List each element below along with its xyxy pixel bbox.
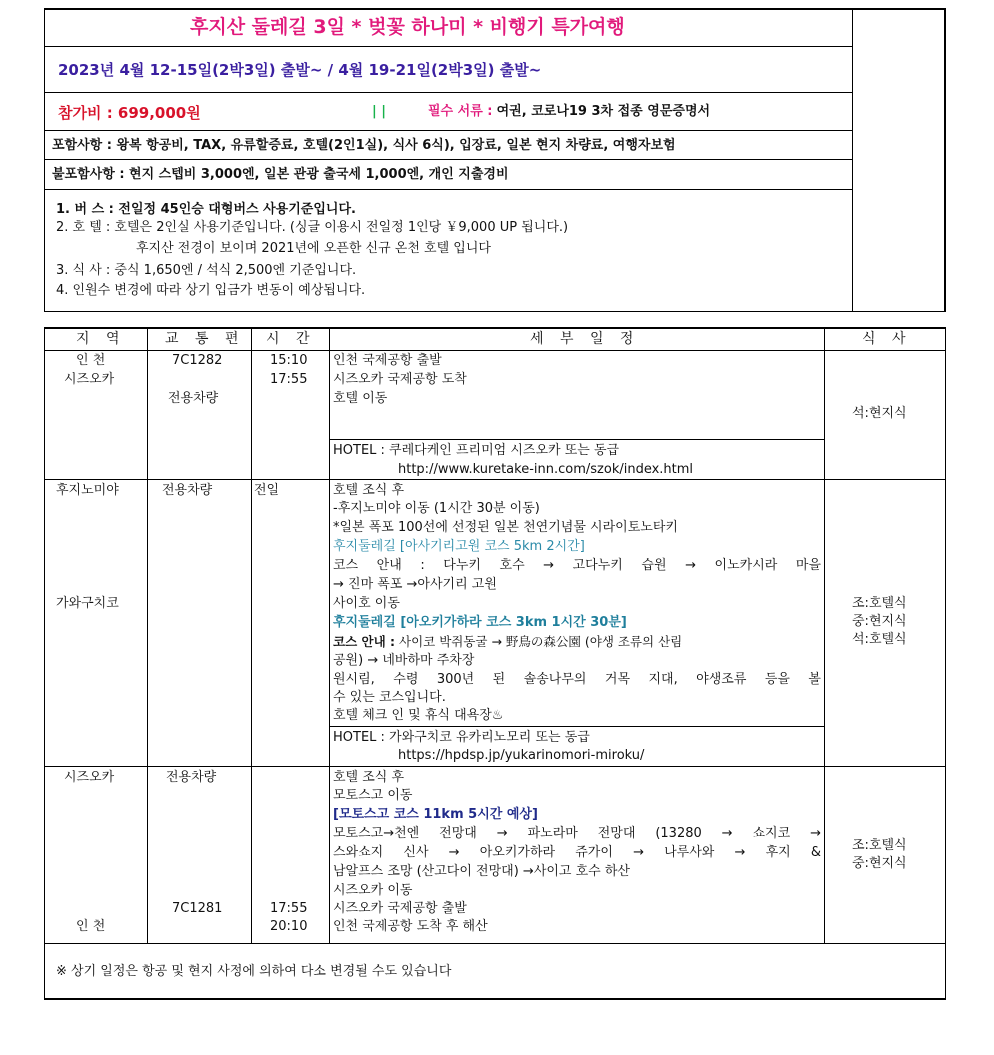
day3-meal: 조:호텔식 [852, 838, 907, 853]
day3-region-2: 인 천 [76, 919, 106, 934]
day2-detail: 수 있는 코스입니다. [333, 690, 446, 705]
day2-course-1: 후지둘레길 [아사기리고원 코스 5km 2시간] [333, 539, 585, 554]
day2-meal: 중:현지식 [852, 614, 907, 629]
day1-meal: 석:현지식 [852, 406, 907, 421]
day3-detail: 모토스고 이동 [333, 788, 413, 803]
note-hotel-detail: 후지산 전경이 보이며 2021년에 오픈한 신규 온천 호텔 입니다 [136, 241, 491, 256]
footer-note: ※ 상기 일정은 항공 및 현지 사정에 의하여 다소 변경될 수도 있습니다 [56, 964, 452, 979]
day2-region-2: 가와구치코 [56, 596, 119, 611]
day2-course-2: 후지둘레길 [아오키가하라 코스 3km 1시간 30분] [333, 615, 627, 630]
required-docs [428, 103, 710, 120]
day3-time-2: 20:10 [270, 919, 308, 934]
day3-detail: 시즈오카 이동 [333, 883, 413, 898]
note-headcount: 4. 인원수 변경에 따라 상기 입금가 변동이 예상됩니다. [56, 283, 366, 298]
day2-meal: 석:호텔식 [852, 632, 907, 647]
departure-dates: 2023년 4월 12-15일(2박3일) 출발~ / 4월 19-21일(2박3일) 출발~ [58, 61, 542, 79]
day2-detail: 코스 안내 : 다누키 호수 → 고다누키 습원 → 이노카시라 마을 [333, 558, 821, 573]
day2-detail: → 진마 폭포 →아사기리 고원 [333, 577, 497, 592]
header-region: 지 역 [76, 331, 126, 347]
day3-detail: 모토스고→천엔 전망대 → 파노라마 전망대 (13280 → 쇼지코 → [333, 826, 821, 841]
day3-meal: 중:현지식 [852, 856, 907, 871]
day2-time: 전일 [254, 483, 280, 498]
day3-course: [모토스고 코스 11km 5시간 예상] [333, 807, 538, 822]
excluded-items: 불포함사항 : 현지 스텝비 3,000엔, 일본 관광 출국세 1,000엔, 개인 지출경비 [52, 167, 509, 182]
day1-vehicle: 전용차량 [168, 391, 219, 406]
day3-detail: 스와쇼지 신사 → 아오키가하라 쥬가이 → 나루사와 → 후지 & [333, 845, 821, 860]
day1-detail: 인천 국제공항 출발 [333, 353, 442, 368]
day2-course-guide-text: 사이코 박쥐동굴 → 野鳥の森公園 (야생 조류의 산림 [399, 634, 683, 649]
day2-hotel: HOTEL : 가와구치코 유카리노모리 또는 동급 [333, 730, 590, 745]
day2-course-guide [333, 633, 682, 650]
separator: | | [372, 104, 387, 119]
day1-time-2: 17:55 [270, 372, 308, 387]
day3-detail: 호텔 조식 후 [333, 770, 405, 785]
header-meals: 식 사 [862, 331, 912, 347]
day2-detail: 공원) → 네바하마 주차장 [333, 653, 475, 668]
header-time: 시 간 [266, 331, 316, 347]
day3-detail: 남알프스 조망 (산고다이 전망대) →사이고 호수 하산 [333, 864, 630, 879]
day3-detail: 인천 국제공항 도착 후 해산 [333, 919, 488, 934]
note-hotel: 2. 호 텔 : 호텔은 2인실 사용기준입니다. (싱글 이용시 전일정 1인당 ￥9,000 UP 됩니다.) [56, 220, 569, 235]
header-details: 세 부 일 정 [530, 331, 640, 347]
day2-hotel-url: https://hpdsp.jp/yukarinomori-miroku/ [398, 748, 645, 763]
day2-detail: 호텔 체크 인 및 휴식 대욕장♨ [333, 708, 504, 723]
day3-time-1: 17:55 [270, 901, 308, 916]
day1-detail: 호텔 이동 [333, 391, 388, 406]
price: 참가비 : 699,000원 [58, 104, 201, 122]
day3-vehicle: 전용차량 [166, 770, 217, 785]
day3-flight: 7C1281 [172, 901, 223, 916]
day2-region-1: 후지노미야 [56, 483, 119, 498]
required-docs-label: 필수 서류 : [428, 104, 493, 119]
day1-region-1: 인 천 [76, 353, 106, 368]
day1-time-1: 15:10 [270, 353, 308, 368]
page-title: 후지산 둘레길 3일 * 벚꽃 하나미 * 비행기 특가여행 [190, 16, 625, 38]
note-bus: 1. 버 스 : 전일정 45인승 대형버스 사용기준입니다. [56, 202, 356, 217]
header-transport: 교 통 편 [165, 331, 245, 347]
day2-detail: 호텔 조식 후 [333, 483, 405, 498]
day2-detail: *일본 폭포 100선에 선정된 일본 천연기념물 시라이토노타키 [333, 520, 678, 535]
day1-region-2: 시즈오카 [64, 372, 115, 387]
day2-detail: 사이호 이동 [333, 596, 400, 611]
day2-vehicle: 전용차량 [162, 483, 213, 498]
day1-hotel: HOTEL : 쿠레다케인 프리미엄 시즈오카 또는 동급 [333, 443, 620, 458]
day1-hotel-url: http://www.kuretake-inn.com/szok/index.html [398, 462, 694, 477]
day3-detail: 시즈오카 국제공항 출발 [333, 901, 467, 916]
day1-flight: 7C1282 [172, 353, 223, 368]
day2-detail: -후지노미야 이동 (1시간 30분 이동) [333, 501, 540, 516]
day1-detail: 시즈오카 국제공항 도착 [333, 372, 467, 387]
required-docs-value: 여권, 코로나19 3차 접종 영문증명서 [496, 104, 711, 119]
day2-detail: 원시림, 수령 300년 된 솔송나무의 거목 지대, 야생조류 등을 볼 [333, 672, 821, 687]
note-meals: 3. 식 사 : 중식 1,650엔 / 석식 2,500엔 기준입니다. [56, 263, 357, 278]
day3-region-1: 시즈오카 [64, 770, 115, 785]
day2-meal: 조:호텔식 [852, 596, 907, 611]
included-items: 포함사항 : 왕복 항공비, TAX, 유류할증료, 호텔(2인1실), 식사 6식), 입장료, 일본 현지 차량료, 여행자보험 [52, 138, 676, 153]
day2-course-guide-label: 코스 안내 : [333, 634, 396, 649]
